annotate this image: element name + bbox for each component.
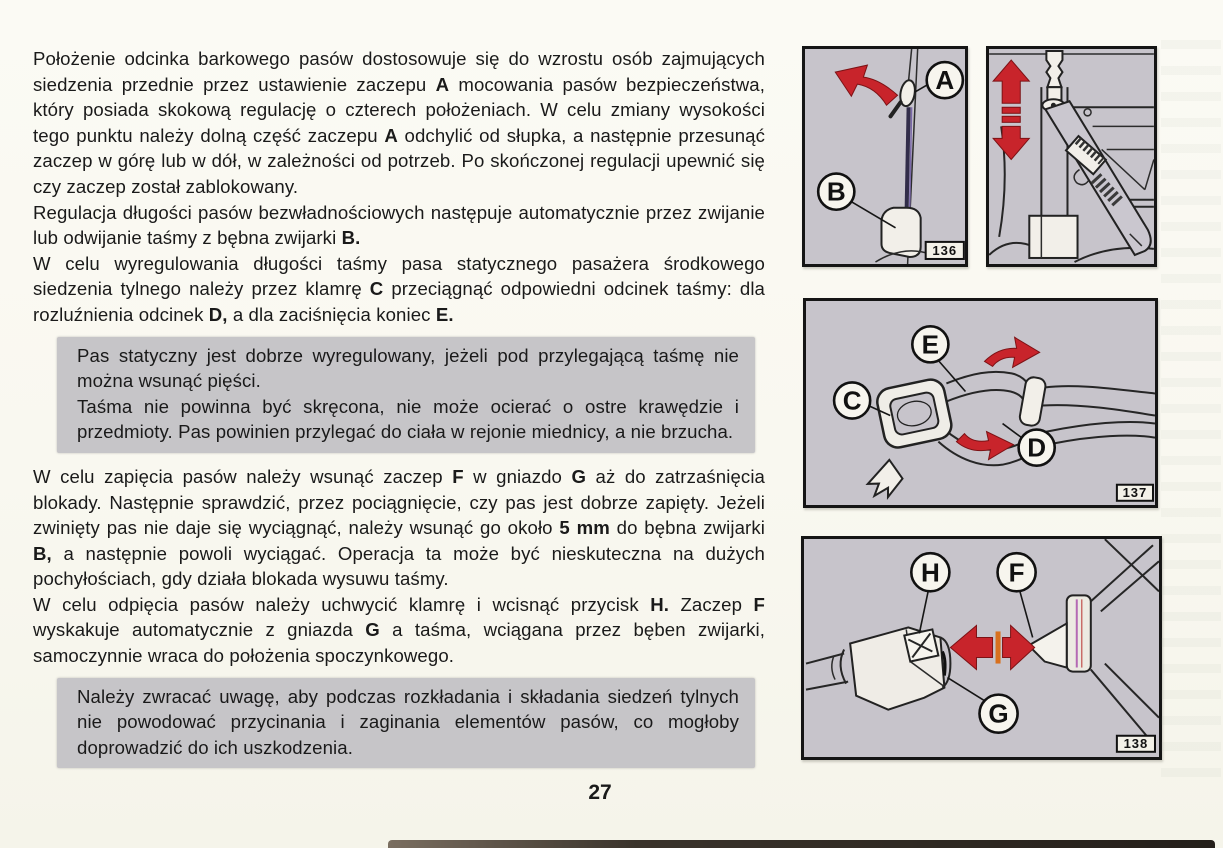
figure-label-e: E <box>921 329 940 360</box>
figure-label-g: G <box>988 698 1009 729</box>
figure-label-b: B <box>826 176 846 207</box>
figure-number: 136 <box>932 242 958 258</box>
page-number: 27 <box>588 781 612 804</box>
paragraph-static-belt-length: W celu wyregulowania długości taśmy pasa statycznego pasażera środkowego siedzenia tylnego należy przez klamrę C przeciągnąć odpowiedni odcinek taśmy: dla rozluźnienia odcinek D, a dla zaciśnięcia koniec E. <box>33 252 765 325</box>
figure-137-static-belt-buckle <box>803 298 1158 508</box>
figure-136-height-adjuster <box>986 46 1157 267</box>
figure-label-d: D <box>1027 432 1047 463</box>
figure-number: 138 <box>1123 735 1149 751</box>
scan-bleed-texture <box>1161 40 1221 780</box>
figure-label-f: F <box>1008 557 1025 588</box>
red-arrow-lower-icon <box>956 432 1013 460</box>
note-paragraph: Należy zwracać uwagę, aby podczas rozkładania i składania siedzeń tylnych nie powodować przycinania i zaginania elementów pasów, co mogłoby doprowadzić do ich uszkodzenia. <box>77 685 739 758</box>
note-box-folding-seats <box>57 678 755 769</box>
paragraph-shoulder-belt-height: Położenie odcinka barkowego pasów dostosowuje się do wzrostu osób zajmujących siedzenia przednie przez ustawienie zaczepu A mocowania pasów bezpieczeństwa, który posiada skokową regulację o czterech położeniach. W celu zmiany wysokości tego punktu należy dolną część zaczepu A odchylić od słupka, a następnie przesunąć zaczep w górę lub w dół, w zależności od potrzeb. Po skończonej regulacji upewnić się czy zaczep został zablokowany. <box>33 48 766 197</box>
figure-label-c: C <box>842 385 862 416</box>
paragraph-unfasten-belt: W celu odpięcia pasów należy uchwycić klamrę i wcisnąć przycisk H. Zaczep F wyskakuje automatycznie z gniazda G a taśma, wciągana przez bęben zwijarki, samoczynnie wraca do położenia spoczynkowego. <box>33 593 765 667</box>
paragraph-fasten-belt: W celu zapięcia pasów należy wsunąć zaczep F w gniazdo G aż do zatrzaśnięcia blokady. Następnie sprawdzić, przez pociągnięcie, czy pas jest dobrze zapięty. Jeżeli zwinięty pas nie daje się wyciągnąć, należy wsunąć go około 5 mm do bębna zwijarki B, a następnie powoli wyciągać. Operacja ta może być nieskuteczna na dużych pochyłościach, gdy działa blokada wysuwu taśmy. <box>33 465 765 590</box>
note-paragraph: Pas statyczny jest dobrze wyregulowany, jeżeli pod przylegającą taśmę nie można wsunąć pięści. <box>77 344 739 392</box>
figure-label-h: H <box>920 557 940 588</box>
belt-anchor-illustration <box>805 49 965 264</box>
note-box-belt-fit <box>57 337 755 453</box>
red-left-right-arrow-icon <box>950 625 1034 669</box>
figure-number: 137 <box>1122 484 1148 500</box>
scan-edge-shadow <box>388 840 1215 848</box>
text-column <box>33 46 765 779</box>
paragraph-inertia-belt-length: Regulacja długości pasów bezwładnościowych następuje automatycznie przez zwijanie lub odwijanie taśmy z bębna zwijarki B. <box>33 201 765 249</box>
static-buckle-illustration <box>806 301 1155 505</box>
buckle-latch-illustration <box>804 539 1159 757</box>
figure-label-a: A <box>935 65 955 96</box>
red-curved-arrow-icon <box>835 65 897 105</box>
figure-138-buckle-latch <box>801 536 1162 760</box>
note-paragraph: Taśma nie powinna być skręcona, nie może ocierać o ostre krawędzie i przedmioty. Pas powinien przylegać do ciała w rejonie miednicy, a nie brzucha. <box>77 395 739 443</box>
red-up-down-arrow-icon <box>993 60 1029 159</box>
figure-136-pillar-anchor <box>802 46 968 267</box>
red-arrow-upper-icon <box>985 337 1040 367</box>
height-adjuster-illustration <box>989 49 1154 264</box>
